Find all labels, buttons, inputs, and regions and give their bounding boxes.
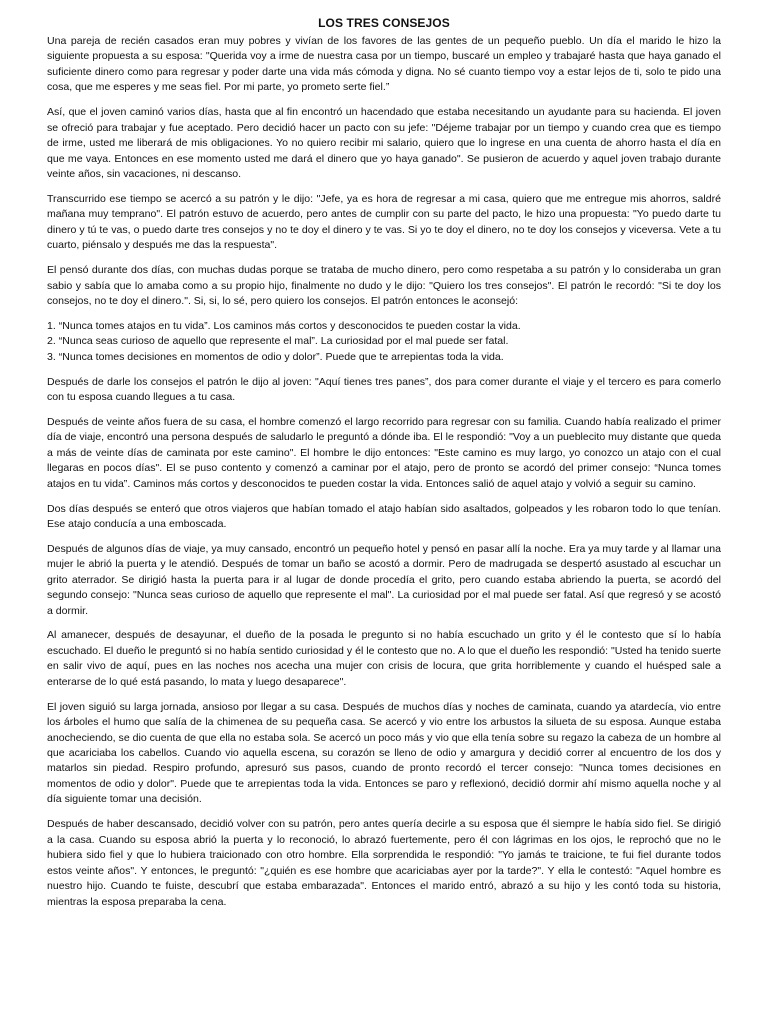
paragraph-3: Transcurrido ese tiempo se acercó a su patrón y le dijo: "Jefe, ya es hora de regresar a mi casa, quiero que me entregue mis ahorros, saldré mañana muy temprano". El patrón estuvo de acuerdo, pero antes de cumplir con su parte del pacto, le hizo una propuesta: "Yo puedo darte tu dinero y tú te vas, o puedo darte tres consejos y no te doy el dinero y te vas. Si yo te doy el dinero, no te doy los consejos y viceversa. Vete a tu cuarto, piénsalo y después me das la respuesta". bbox=[47, 192, 721, 252]
paragraph-9: Al amanecer, después de desayunar, el dueño de la posada le pregunto si no había escuchado un grito y él le contesto que sí lo había escuchado. El dueño le preguntó si no había sentido curiosidad y él le contesto que no. A lo que el dueño les respondió: "Usted ha tenido suerte en salir vivo de aquí, pues en las noches nos acecha una mujer con crisis de locura, que grita horriblemente y cuando el huésped sale a enterarse de lo qué está pasando, lo mata y luego desaparece". bbox=[47, 629, 721, 688]
paragraph-5: Después de darle los consejos el patrón le dijo al joven: "Aquí tienes tres panes”, dos para comer durante el viaje y el tercero es para comerlo con tu esposa cuando llegues a tu casa. bbox=[47, 375, 721, 404]
paragraph-4: El pensó durante dos días, con muchas dudas porque se trataba de mucho dinero, pero como respetaba a su patrón y lo consideraba un gran sabio y sabía que lo amaba como a su propio hijo, finalmente no dudo y le dijo: "Quiero los tres consejos". El patrón le recordó: "Si te doy los consejos, no te doy el dinero.". Si, si, lo sé, pero quiero los consejos. El patrón entonces le aconsejó: bbox=[47, 264, 721, 307]
paragraph-1: Una pareja de recién casados eran muy pobres y vivían de los favores de las gentes de un pequeño pueblo. Un día el marido le hizo la siguiente propuesta a su esposa: "Querida voy a irme de nuestra casa por un tiempo, buscaré un empleo y trabajaré hasta que haya ganado el suficiente dinero como para regresar y poder darte una vida más cómoda y digna. No sé cuanto tiempo voy a estar lejos de ti, solo te pido una cosa, que me esperes y me seas fiel. Por mi parte, yo prometo serte fiel.” bbox=[47, 35, 721, 94]
paragraph-2: Así, que el joven caminó varios días, hasta que al fin encontró un hacendado que estaba necesitando un ayudante para su hacienda. El joven se ofreció para trabajar y fue aceptado. Pero decidió hacer un pacto con su jefe: "Déjeme trabajar por un tiempo y cuando crea que es tiempo de irme, usted me liberará de mis obligaciones. Yo no quiero recibir mi salario, quiero que lo ingrese en una cuenta de ahorro hasta el día en que me vaya. Entonces en ese momento usted me dará el dinero que yo haya ganado". Se pusieron de acuerdo y aquel joven trabajo durante veinte años, sin vacaciones, ni descanso. bbox=[47, 106, 721, 181]
paragraph-6: Después de veinte años fuera de su casa, el hombre comenzó el largo recorrido para regresar con su familia. Cuando había realizado el primer día de viaje, encontró una persona después de saludarlo le preguntó a dónde iba. El le respondió: "Voy a un pueblecito muy distante que queda a más de veinte días de caminata por este camino". El hombre le dijo entonces: "Este camino es muy largo, yo conozco un atajo con el cual llegaras en pocos días". El se puso contento y comenzó a caminar por el atajo, pero de pronto se acordó del primer consejo: “Nunca tomes atajos en tu vida”. Caminos más cortos y desconocidos te pueden costar la vida. Entonces salió de aquel atajo y volvió a seguir su camino. bbox=[47, 415, 721, 490]
advice-item-1: 1. “Nunca tomes atajos en tu vida”. Los caminos más cortos y desconocidos te pueden costar la vida. bbox=[47, 319, 521, 332]
advice-item-2: 2. “Nunca seas curioso de aquello que represente el mal”. La curiosidad por el mal puede ser fatal. bbox=[47, 335, 509, 348]
document-page bbox=[47, 14, 721, 919]
paragraph-10: El joven siguió su larga jornada, ansioso por llegar a su casa. Después de muchos días y noches de caminata, cuando ya atardecía, vio entre los árboles el humo que salía de la chimenea de su pequeña casa. Se acercó y vio entre los arbustos la silueta de su esposa. Aunque estaba anocheciendo, se dio cuenta de que ella no estaba sola. Se acercó un poco más y vio que ella tenía sobre su regazo la cabeza de un hombre al que acariciaba los cabellos. Cuando vio aquella escena, su corazón se lleno de odio y amargura y decidió correr al encuentro de los dos y matarlos sin piedad. Respiro profundo, apresuró sus pasos, cuando de pronto recordó el tercer consejo: "Nunca tomes decisiones en momentos de odio y dolor". Puede que te arrepientas toda la vida. Entonces se paro y reflexionó, decidió dormir ahí mismo aquella noche y al día siguiente tomar una decisión. bbox=[47, 700, 721, 806]
advice-list bbox=[47, 319, 721, 365]
paragraph-8: Después de algunos días de viaje, ya muy cansado, encontró un pequeño hotel y pensó en pasar allí la noche. Era ya muy tarde y al llamar una mujer le abrió la puerta y le atendió. Después de tomar un baño se acostó a dormir. Pero de madrugada se despertó asustado al escuchar un grito aterrador. Se dirigió hasta la puerta para ir al lugar de donde procedía el grito, pero cuando estaba abriendo la puerta, se acordó del segundo consejo: "Nunca seas curioso de aquello que represente el mal". La curiosidad por el mal puede ser fatal. Así que regresó y se acostó a dormir. bbox=[47, 542, 721, 617]
paragraph-11: Después de haber descansado, decidió volver con su patrón, pero antes quería decirle a su esposa que él siempre le había sido fiel. Se dirigió a la casa. Cuando su esposa abrió la puerta y lo reconoció, lo abrazó fuertemente, pero él con lágrimas en los ojos, le reprochó que no le hubiera sido fiel y que lo hubiera traicionado con otro hombre. Ella sorprendida le respondió: "Yo jamás te traicione, te fui fiel durante todos estos veinte años". Y entonces, le preguntó: "¿quién es ese hombre que acariciabas ayer por la tarde?". Y ella le contestó: "Aquel hombre es nuestro hijo. Cuando te fuiste, descubrí que estaba embarazada". Entonces el marido entró, abrazó a su hijo y les contó toda su historia, mientras la esposa preparaba la cena. bbox=[47, 818, 721, 908]
paragraph-7: Dos días después se enteró que otros viajeros que habían tomado el atajo habían sido asaltados, golpeados y les robaron todo lo que tenían. Ese atajo conducía a una emboscada. bbox=[47, 502, 721, 530]
document-title: LOS TRES CONSEJOS bbox=[318, 16, 450, 30]
advice-item-3: 3. “Nunca tomes decisiones en momentos de odio y dolor”. Puede que te arrepientas toda la vida. bbox=[47, 350, 504, 363]
